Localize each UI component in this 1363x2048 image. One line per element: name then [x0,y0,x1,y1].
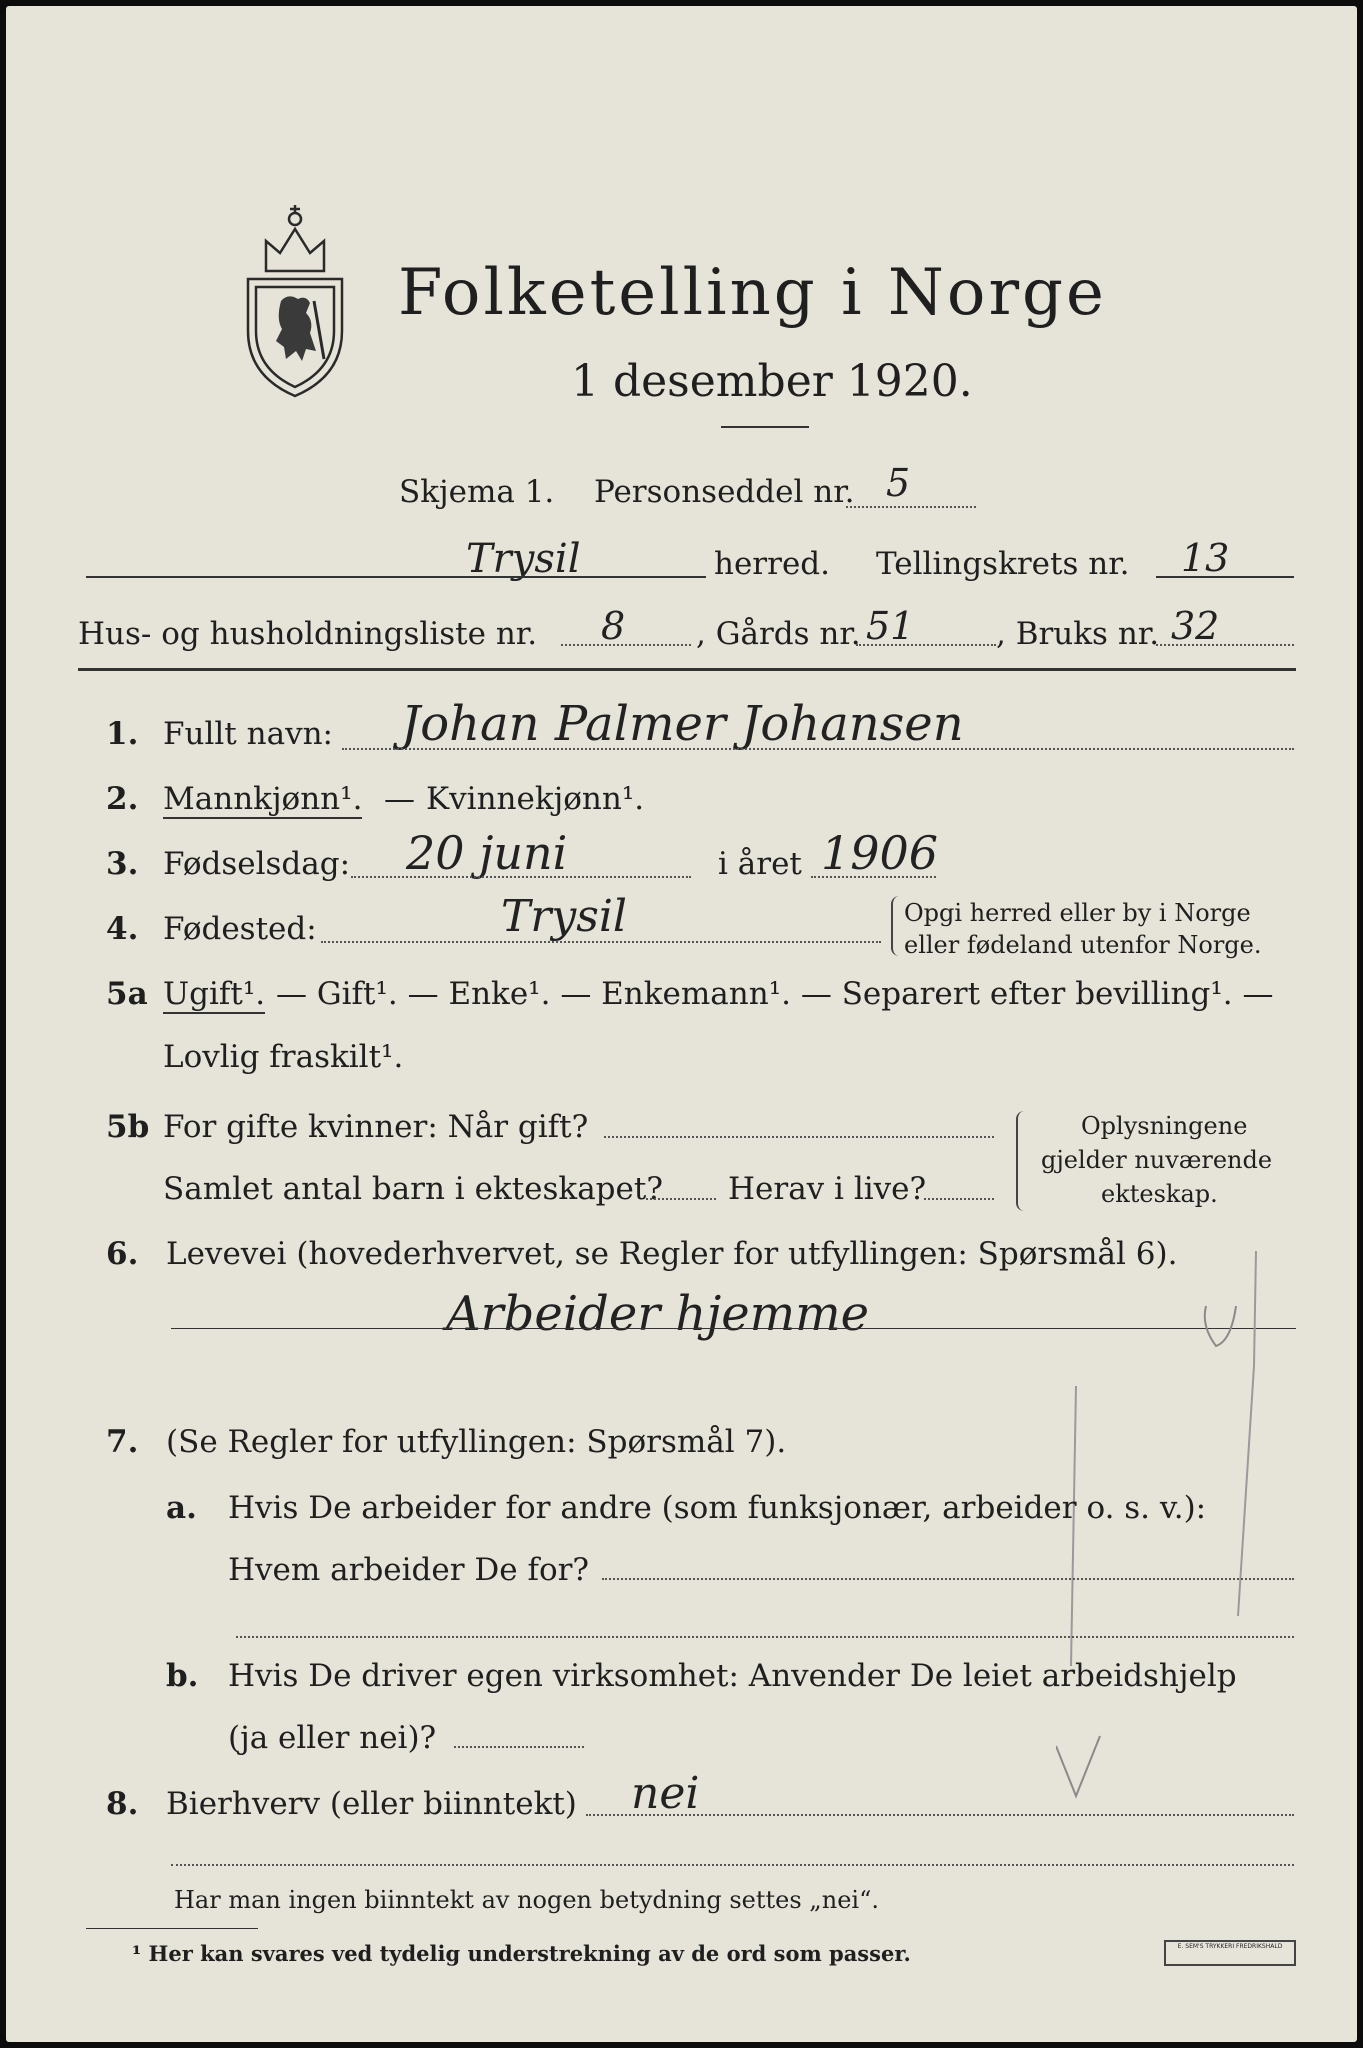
personseddel-dots [846,506,976,508]
bruks-value: 32 [1171,604,1220,648]
herred-line [86,576,706,578]
q5b-line1: For gifte kvinner: Når gift? [163,1109,589,1145]
q3-label: Fødselsdag: [163,846,351,882]
q6-number: 6. [106,1236,139,1272]
personseddel-value: 5 [886,461,911,505]
q5b-alive-dots [924,1198,994,1200]
q3-number: 3. [106,846,139,882]
pencil-check-mark [1056,1246,1296,1806]
q8-extra-line [171,1864,1294,1866]
q7-number: 7. [106,1424,139,1460]
q1-full-name-value: Johan Palmer Johansen [401,696,964,752]
bruks-dots [1156,644,1294,646]
q2-number: 2. [106,781,139,817]
gards-label: , Gårds nr. [696,616,861,652]
q8-dots [586,1814,1294,1816]
bruks-label: , Bruks nr. [996,616,1160,652]
norway-coat-of-arms-emblem [236,201,354,401]
q8-number: 8. [106,1786,139,1822]
q7a-letter: a. [166,1490,197,1526]
footer-note: Har man ingen biinntekt av nogen betydning settes „nei“. [174,1886,879,1914]
q5b-children-label: Samlet antal barn i ekteskapet? [163,1171,663,1207]
herred-value: Trysil [466,536,581,582]
husliste-value: 8 [601,604,626,648]
husliste-label: Hus- og husholdningsliste nr. [78,616,538,652]
q5a-line2: Lovlig fraskilt¹. [163,1039,404,1075]
census-date: 1 desember 1920. [571,356,973,407]
q8-value: nei [631,1768,700,1819]
q7b-line1: Hvis De driver egen virksomhet: Anvender De leiet arbeidshjelp [228,1658,1237,1694]
q3-year-value: 1906 [821,826,939,880]
q2-female-option: Kvinnekjønn¹. [426,781,645,817]
husliste-dots [561,644,691,646]
q5a-ugift-option: Ugift¹. [163,976,266,1012]
q3-year-label: i året [718,846,802,882]
q2-separator: — [384,781,415,817]
footnote-text: ¹ Her kan svares ved tydelig understrekning av de ord som passer. [132,1941,911,1966]
q5b-note-brace [1016,1111,1028,1211]
q5b-alive-label: Herav i live? [728,1171,927,1207]
q5b-note-line3: ekteskap. [1101,1180,1218,1208]
q6-label: Levevei (hovederhvervet, se Regler for utfyllingen: Spørsmål 6). [166,1236,1178,1272]
skjema-label: Skjema 1. [399,474,555,510]
gards-dots [856,644,996,646]
tellingskrets-label: Tellingskrets nr. [876,546,1130,582]
form-title: Folketelling i Norge [398,256,1107,330]
tellingskrets-line [1156,576,1294,578]
q6-occupation-value: Arbeider hjemme [446,1286,870,1342]
q5b-note-line1: Oplysningene [1081,1112,1248,1140]
q5a-other-options: — Gift¹. — Enke¹. — Enkemann¹. — Separert efter bevilling¹. — [276,976,1274,1012]
q3-date-dots [351,876,691,878]
q8-label: Bierhverv (eller biinntekt) [166,1786,577,1822]
q5b-number: 5b [106,1109,150,1145]
printer-stamp [1164,1940,1296,1966]
q4-number: 4. [106,911,139,947]
q7a-line2: Hvem arbeider De for? [228,1552,590,1588]
q7b-dots [454,1746,584,1748]
q3-year-dots [811,876,936,878]
printer-stamp-text: E. SEM'S TRYKKERI FREDRIKSHALD [1177,1943,1283,1950]
census-form-page [6,6,1357,2042]
q4-birthplace-value: Trysil [501,891,627,942]
q1-label: Fullt navn: [163,716,333,752]
q1-number: 1. [106,716,139,752]
title-divider [721,426,809,428]
q4-note-brace [891,896,901,956]
q1-dots [342,748,1294,750]
q4-label: Fødested: [163,911,317,947]
q5b-note-line2: gjelder nuværende [1041,1146,1273,1174]
q7b-letter: b. [166,1658,199,1694]
tellingskrets-value: 13 [1181,536,1230,580]
personseddel-label: Personseddel nr. [594,474,855,510]
q7a-line1: Hvis De arbeider for andre (som funksjonær, arbeider o. s. v.): [228,1490,1207,1526]
q7a-extra-line [236,1636,1294,1638]
q5b-children-dots [646,1198,716,1200]
herred-label: herred. [714,546,830,582]
gards-value: 51 [866,604,915,648]
q7b-line2: (ja eller nei)? [228,1720,437,1756]
q5b-line1-dots [604,1136,994,1138]
q7a-dots [602,1578,1294,1580]
header-divider [78,668,1296,671]
q4-note-line1: Opgi herred eller by i Norge [904,899,1251,927]
q5a-number: 5a [106,976,148,1012]
q7-label: (Se Regler for utfyllingen: Spørsmål 7). [166,1424,787,1460]
q2-male-option: Mannkjønn¹. [163,781,363,817]
q4-note-line2: eller fødeland utenfor Norge. [904,931,1262,959]
q3-birthdate-value: 20 juni [406,826,568,880]
footnote-rule [86,1928,258,1929]
q4-dots [321,941,881,943]
